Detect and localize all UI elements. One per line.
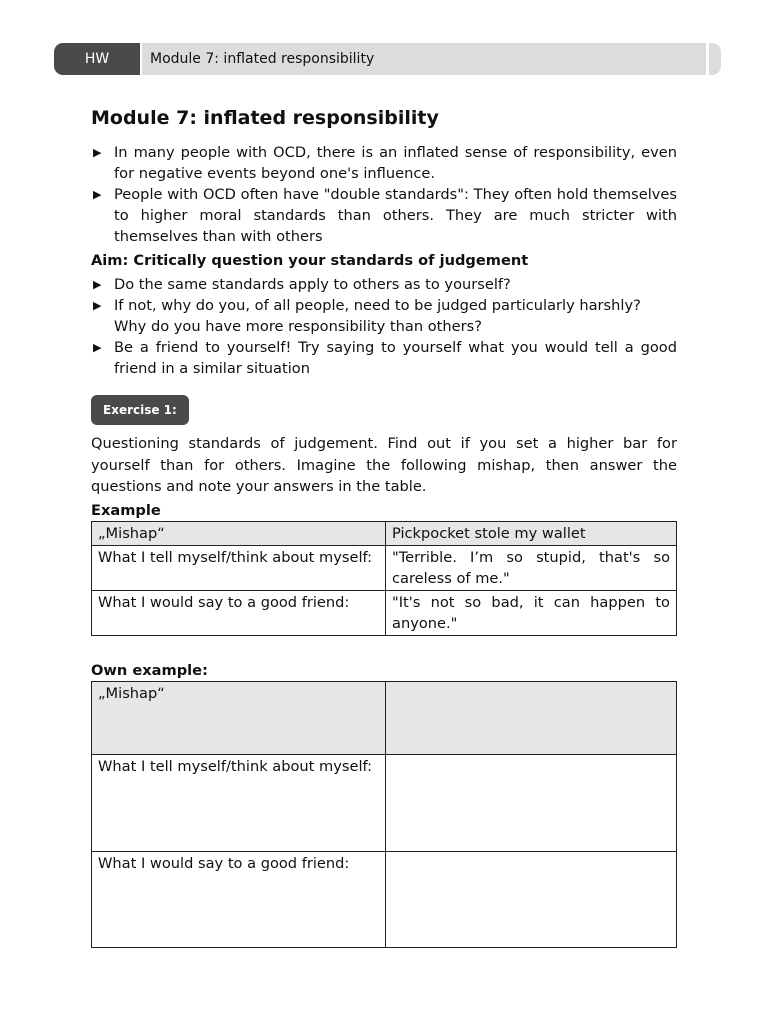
list-item-text: Do the same standards apply to others as to yourself? — [114, 276, 511, 293]
table-cell-label: What I would say to a good friend: — [92, 851, 386, 947]
table-cell-value: "It's not so bad, it can happen to anyone." — [386, 590, 677, 635]
page-title: Module 7: inflated responsibility — [91, 107, 439, 129]
bullet-arrow-icon: ▶ — [93, 188, 102, 201]
table-cell-value: Pickpocket stole my wallet — [386, 521, 677, 545]
list-item-text: Be a friend to yourself! Try saying to yourself what you would tell a good friend in a similar situation — [114, 339, 677, 377]
list-item — [91, 274, 677, 295]
table-cell-value: "Terrible. I’m so stupid, that's so careless of me." — [386, 545, 677, 590]
table-cell-label: What I tell myself/think about myself: — [92, 545, 386, 590]
own-example-table — [91, 681, 677, 948]
table-row — [92, 521, 677, 545]
self-talk-answer-cell[interactable] — [386, 754, 677, 851]
page-header — [54, 43, 721, 75]
table-row — [92, 851, 677, 947]
table-row — [92, 681, 677, 754]
bullet-arrow-icon: ▶ — [93, 341, 102, 354]
exercise-instructions: Questioning standards of judgement. Find out if you set a higher bar for yourself than for others. Imagine the following mishap, then answer the questions and note your answers in the table. — [91, 435, 677, 495]
table-cell-label: What I would say to a good friend: — [92, 590, 386, 635]
intro-bullet-list — [91, 142, 677, 247]
aim-bullet-list — [91, 274, 677, 379]
table-cell-label: „Mishap“ — [92, 521, 386, 545]
table-row — [92, 590, 677, 635]
exercise-badge: Exercise 1: — [91, 395, 189, 425]
bullet-arrow-icon: ▶ — [93, 146, 102, 159]
list-item — [91, 295, 677, 337]
mishap-answer-cell[interactable] — [386, 681, 677, 754]
list-item-text: People with OCD often have "double standards": They often hold themselves to higher moral standards than others. They are much stricter with themselves than with others — [114, 186, 677, 245]
header-end-cap — [709, 43, 721, 75]
table-cell-label: What I tell myself/think about myself: — [92, 754, 386, 851]
list-item — [91, 337, 677, 379]
list-item — [91, 142, 677, 184]
list-item — [91, 184, 677, 247]
own-example-label: Own example: — [91, 661, 208, 679]
table-row — [92, 754, 677, 851]
table-row — [92, 545, 677, 590]
worksheet-content — [91, 104, 677, 948]
list-item-text: In many people with OCD, there is an inflated sense of responsibility, even for negative events beyond one's influence. — [114, 144, 677, 182]
example-label: Example — [91, 501, 161, 519]
list-item-text: If not, why do you, of all people, need to be judged particularly harshly? Why do you have more responsibility than others? — [114, 297, 641, 335]
aim-heading: Aim: Critically question your standards of judgement — [91, 252, 529, 269]
bullet-arrow-icon: ▶ — [93, 278, 102, 291]
header-tab: HW — [54, 43, 140, 75]
friend-answer-cell[interactable] — [386, 851, 677, 947]
table-cell-label: „Mishap“ — [92, 681, 386, 754]
example-table — [91, 521, 677, 636]
header-title: Module 7: inflated responsibility — [140, 43, 706, 75]
bullet-arrow-icon: ▶ — [93, 299, 102, 312]
